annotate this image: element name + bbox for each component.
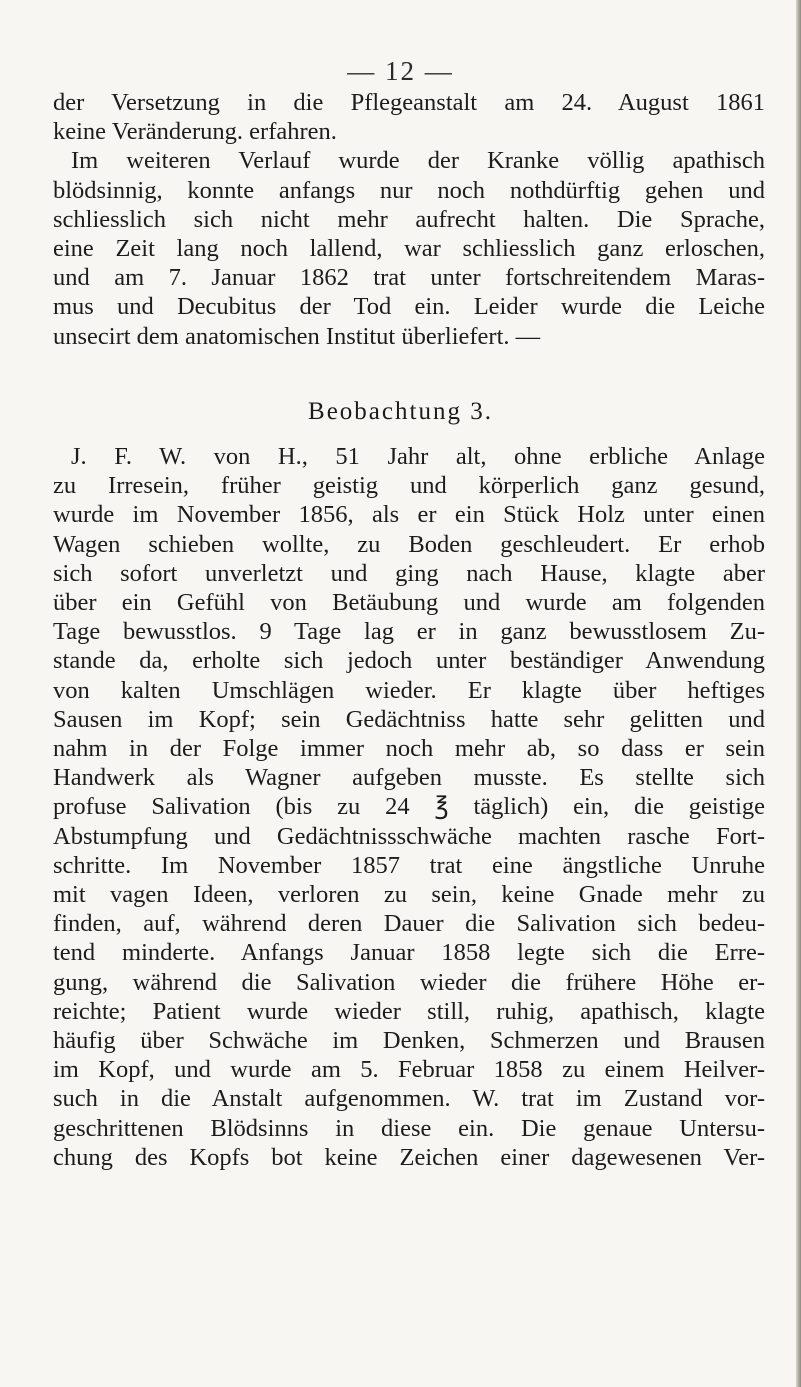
text-line: gung, während die Salivation wieder die frühere Höhe er- <box>53 968 765 996</box>
text-line: such in die Anstalt aufgenommen. W. trat im Zustand vor- <box>53 1085 765 1113</box>
text-line: Abstumpfung und Gedächtnissschwäche machten rasche Fort- <box>53 822 765 850</box>
text-line: reichte; Patient wurde wieder still, ruhig, apathisch, klagte <box>53 997 765 1025</box>
text-line: tend minderte. Anfangs Januar 1858 legte sich die Erre- <box>53 939 765 967</box>
text-line: keine Veränderung. erfahren. <box>53 118 337 146</box>
text-line: J. F. W. von H., 51 Jahr alt, ohne erbliche Anlage <box>71 443 765 470</box>
text-line: zu Irresein, früher geistig und körperlich ganz gesund, <box>53 472 765 500</box>
text-line: profuse Salivation (bis zu 24 ℥ täglich) ein, die geistige <box>53 793 765 821</box>
section-heading: Beobachtung 3. <box>308 398 493 425</box>
paragraph-continuation <box>53 88 765 351</box>
text-line: blödsinnig, konnte anfangs nur noch nothdürftig gehen und <box>53 176 765 204</box>
text-line: über ein Gefühl von Betäubung und wurde am folgenden <box>53 589 765 617</box>
text-line: mit vagen Ideen, verloren zu sein, keine Gnade mehr zu <box>53 881 765 909</box>
text-line: wurde im November 1856, als er ein Stück Holz unter einen <box>53 501 765 529</box>
text-line: chung des Kopfs bot keine Zeichen einer dagewesenen Ver- <box>53 1143 765 1171</box>
text-line: stande da, erholte sich jedoch unter beständiger Anwendung <box>53 647 765 675</box>
text-line: von kalten Umschlägen wieder. Er klagte über heftiges <box>53 676 765 704</box>
page-number: — 12 — <box>347 56 454 86</box>
text-line: mus und Decubitus der Tod ein. Leider wurde die Leiche <box>53 293 765 321</box>
text-line: und am 7. Januar 1862 trat unter fortschreitendem Maras- <box>53 264 765 292</box>
text-line: finden, auf, während deren Dauer die Salivation sich bedeu- <box>53 910 765 938</box>
text-line: im Kopf, und wurde am 5. Februar 1858 zu einem Heilver- <box>53 1056 765 1084</box>
text-line: Im weiteren Verlauf wurde der Kranke völlig apathisch <box>71 147 765 175</box>
page-edge-shadow <box>796 0 801 1387</box>
text-line: unsecirt dem anatomischen Institut überliefert. — <box>53 322 541 350</box>
text-line: sich sofort unverletzt und ging nach Hause, klagte aber <box>53 559 765 587</box>
text-line: Wagen schieben wollte, zu Boden geschleudert. Er erhob <box>53 530 765 558</box>
text-line: Handwerk als Wagner aufgeben musste. Es stellte sich <box>53 764 765 792</box>
text-line: der Versetzung in die Pflegeanstalt am 24. August 1861 <box>53 89 765 116</box>
text-line: schliesslich sich nicht mehr aufrecht halten. Die Sprache, <box>53 205 765 233</box>
text-line: häufig über Schwäche im Denken, Schmerzen und Brausen <box>53 1027 765 1055</box>
text-line: schritte. Im November 1857 trat eine ängstliche Unruhe <box>53 851 765 879</box>
text-line: eine Zeit lang noch lallend, war schliesslich ganz erloschen, <box>53 235 765 263</box>
text-line: nahm in der Folge immer noch mehr ab, so dass er sein <box>53 735 765 763</box>
text-line: Tage bewusstlos. 9 Tage lag er in ganz bewusstlosem Zu- <box>53 618 765 646</box>
text-line: Sausen im Kopf; sein Gedächtniss hatte sehr gelitten und <box>53 705 765 733</box>
paragraph-observation-3 <box>53 442 765 1172</box>
text-line: geschrittenen Blödsinns in diese ein. Die genaue Untersu- <box>53 1114 765 1142</box>
